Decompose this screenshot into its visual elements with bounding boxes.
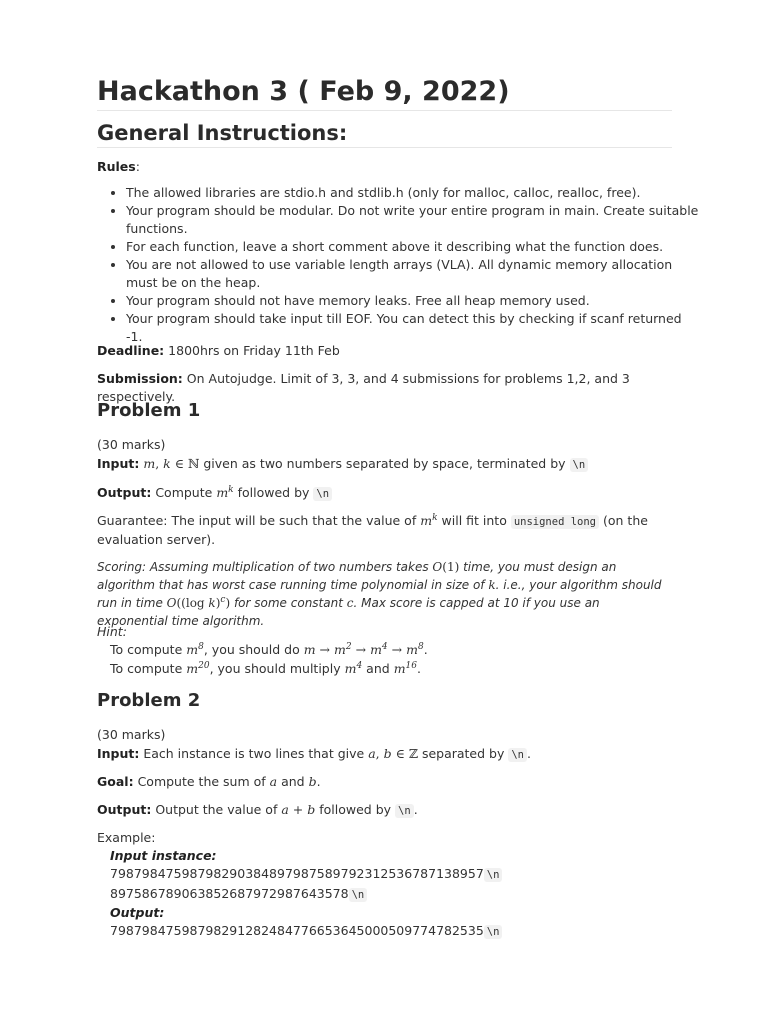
problem1-output-text2: followed by <box>237 485 310 500</box>
hint-line-2: To compute $m^{20}$, you should multiply $m^4$ and $m^{16}$. <box>110 660 421 676</box>
page-title: Hackathon 3 ( Feb 9, 2022) <box>97 74 672 111</box>
problem1-output-line: Output: Compute $m^k$ followed by \n <box>97 484 672 503</box>
hint-label: Hint: <box>97 624 127 639</box>
output-instance-label-line <box>97 904 685 922</box>
submission-value: On Autojudge. Limit of 3, 3, and 4 submissions for problems 1,2, and 3 respectively. <box>97 371 630 404</box>
scoring-text: Scoring: Assuming multiplication of two numbers takes <box>97 560 429 574</box>
problem1-output-text: Compute <box>155 485 213 500</box>
goal-text: and <box>281 774 305 789</box>
problem2-input-text2: separated by <box>421 746 505 761</box>
problem2-marks: (30 marks) <box>97 727 166 742</box>
newline-code: \n <box>570 458 589 472</box>
scoring-text: time, you must design an algorithm that has worst case running time polynomial in size of <box>97 560 617 592</box>
problem2-output-label: Output: <box>97 802 152 817</box>
output-text: Output the value of <box>155 802 278 817</box>
problem2-goal-line: Goal: Compute the sum of a and b. <box>97 774 321 789</box>
newline-code: \n <box>484 868 503 882</box>
scoring-text: . Max score is capped at 10 if you use an exponential time algorithm. <box>97 596 600 628</box>
newline-code: \n <box>484 925 503 939</box>
problem1-input-text: given as two numbers separated by space, terminated by <box>203 456 566 471</box>
problem2-goal-label: Goal: <box>97 774 134 789</box>
hint-text: To compute <box>110 642 183 657</box>
newline-code: \n <box>395 804 414 818</box>
output-line <box>97 922 685 941</box>
unsigned-long-code: unsigned long <box>511 515 599 529</box>
rule-item: • For each function, leave a short comment above it describing what the function does. <box>126 238 701 256</box>
rules-label-line: Rules: <box>97 159 140 174</box>
problem1-scoring: Scoring: Assuming multiplication of two numbers takes O(1) time, you must design an algorithm that has worst case running time polynomial in size of k. i.e., your algorithm should run in time O((log k)$^c$) for some constant c. Max score is capped at 10 if you use an exponential time algorithm. <box>97 560 662 628</box>
input-instance-label: Input instance: <box>110 848 217 863</box>
hint-text: , you should multiply <box>209 661 341 676</box>
rule-item: • You are not allowed to use variable length arrays (VLA). All dynamic memory allocation must be on the heap. <box>126 256 701 292</box>
rule-item: • Your program should take input till EOF. You can detect this by checking if scanf returned -1. <box>126 310 701 346</box>
scoring-text: . i.e., your algorithm should run in time <box>97 578 662 610</box>
deadline-line <box>97 342 672 360</box>
problem2-heading: Problem 2 <box>97 690 201 711</box>
problem1-marks: (30 marks) <box>97 437 166 452</box>
hint-text: To compute <box>110 661 183 676</box>
deadline-value: 1800hrs on Friday 11th Feb <box>168 343 340 358</box>
output-instance-label: Output: <box>110 905 165 920</box>
problem2-input-label: Input: <box>97 746 140 761</box>
example-label: Example: <box>97 830 156 845</box>
general-instructions-heading: General Instructions: <box>97 119 672 148</box>
input-line-2 <box>97 885 685 904</box>
hint-text: and <box>366 661 390 676</box>
problem1-input-line: Input: m, k ∈ ℕ given as two numbers separated by space, terminated by \n <box>97 455 672 474</box>
rules-list <box>97 184 701 346</box>
problem1-input-label: Input: <box>97 456 140 471</box>
problem2-input-text: Each instance is two lines that give <box>143 746 365 761</box>
hint-text: , you should do <box>203 642 300 657</box>
guarantee-text: (on the evaluation server). <box>97 513 648 547</box>
rule-item: • Your program should be modular. Do not write your entire program in main. Create suitable functions. <box>126 202 701 238</box>
rule-item: • Your program should not have memory leaks. Free all heap memory used. <box>126 292 701 310</box>
goal-text: Compute the sum of <box>137 774 266 789</box>
guarantee-text: Guarantee: The input will be such that the value of <box>97 513 417 528</box>
rule-item: • The allowed libraries are stdio.h and stdlib.h (only for malloc, calloc, realloc, free). <box>126 184 701 202</box>
output-number: 79879847598798291282484776653645000509774782535 <box>110 923 484 938</box>
newline-code: \n <box>313 487 332 501</box>
newline-code: \n <box>508 748 527 762</box>
problem2-input-line: Input: Each instance is two lines that give a, b ∈ ℤ separated by \n . <box>97 746 531 761</box>
deadline-label: Deadline: <box>97 343 165 358</box>
problem1-heading: Problem 1 <box>97 400 201 421</box>
problem1-guarantee: Guarantee: The input will be such that the value of $m^k$ will fit into unsigned long (on the evaluation server). <box>97 512 648 547</box>
hint-line-1: To compute $m^8$, you should do $m \to m^2 \to m^4 \to m^8$. <box>110 641 428 657</box>
problem1-output-label: Output: <box>97 485 152 500</box>
problem2-output-line: Output: Output the value of a + b followed by \n . <box>97 802 418 817</box>
scoring-text: for some constant <box>233 596 343 610</box>
guarantee-text: will fit into <box>441 513 507 528</box>
newline-code: \n <box>349 888 368 902</box>
rules-label: Rules <box>97 159 136 174</box>
input-number: 897586789063852687972987643578 <box>110 886 349 901</box>
input-line-1 <box>97 865 685 884</box>
input-instance-label-line <box>97 847 685 865</box>
submission-label: Submission: <box>97 371 183 386</box>
input-number: 79879847598798290384897987589792312536787138957 <box>110 866 484 881</box>
output-text: followed by <box>319 802 392 817</box>
